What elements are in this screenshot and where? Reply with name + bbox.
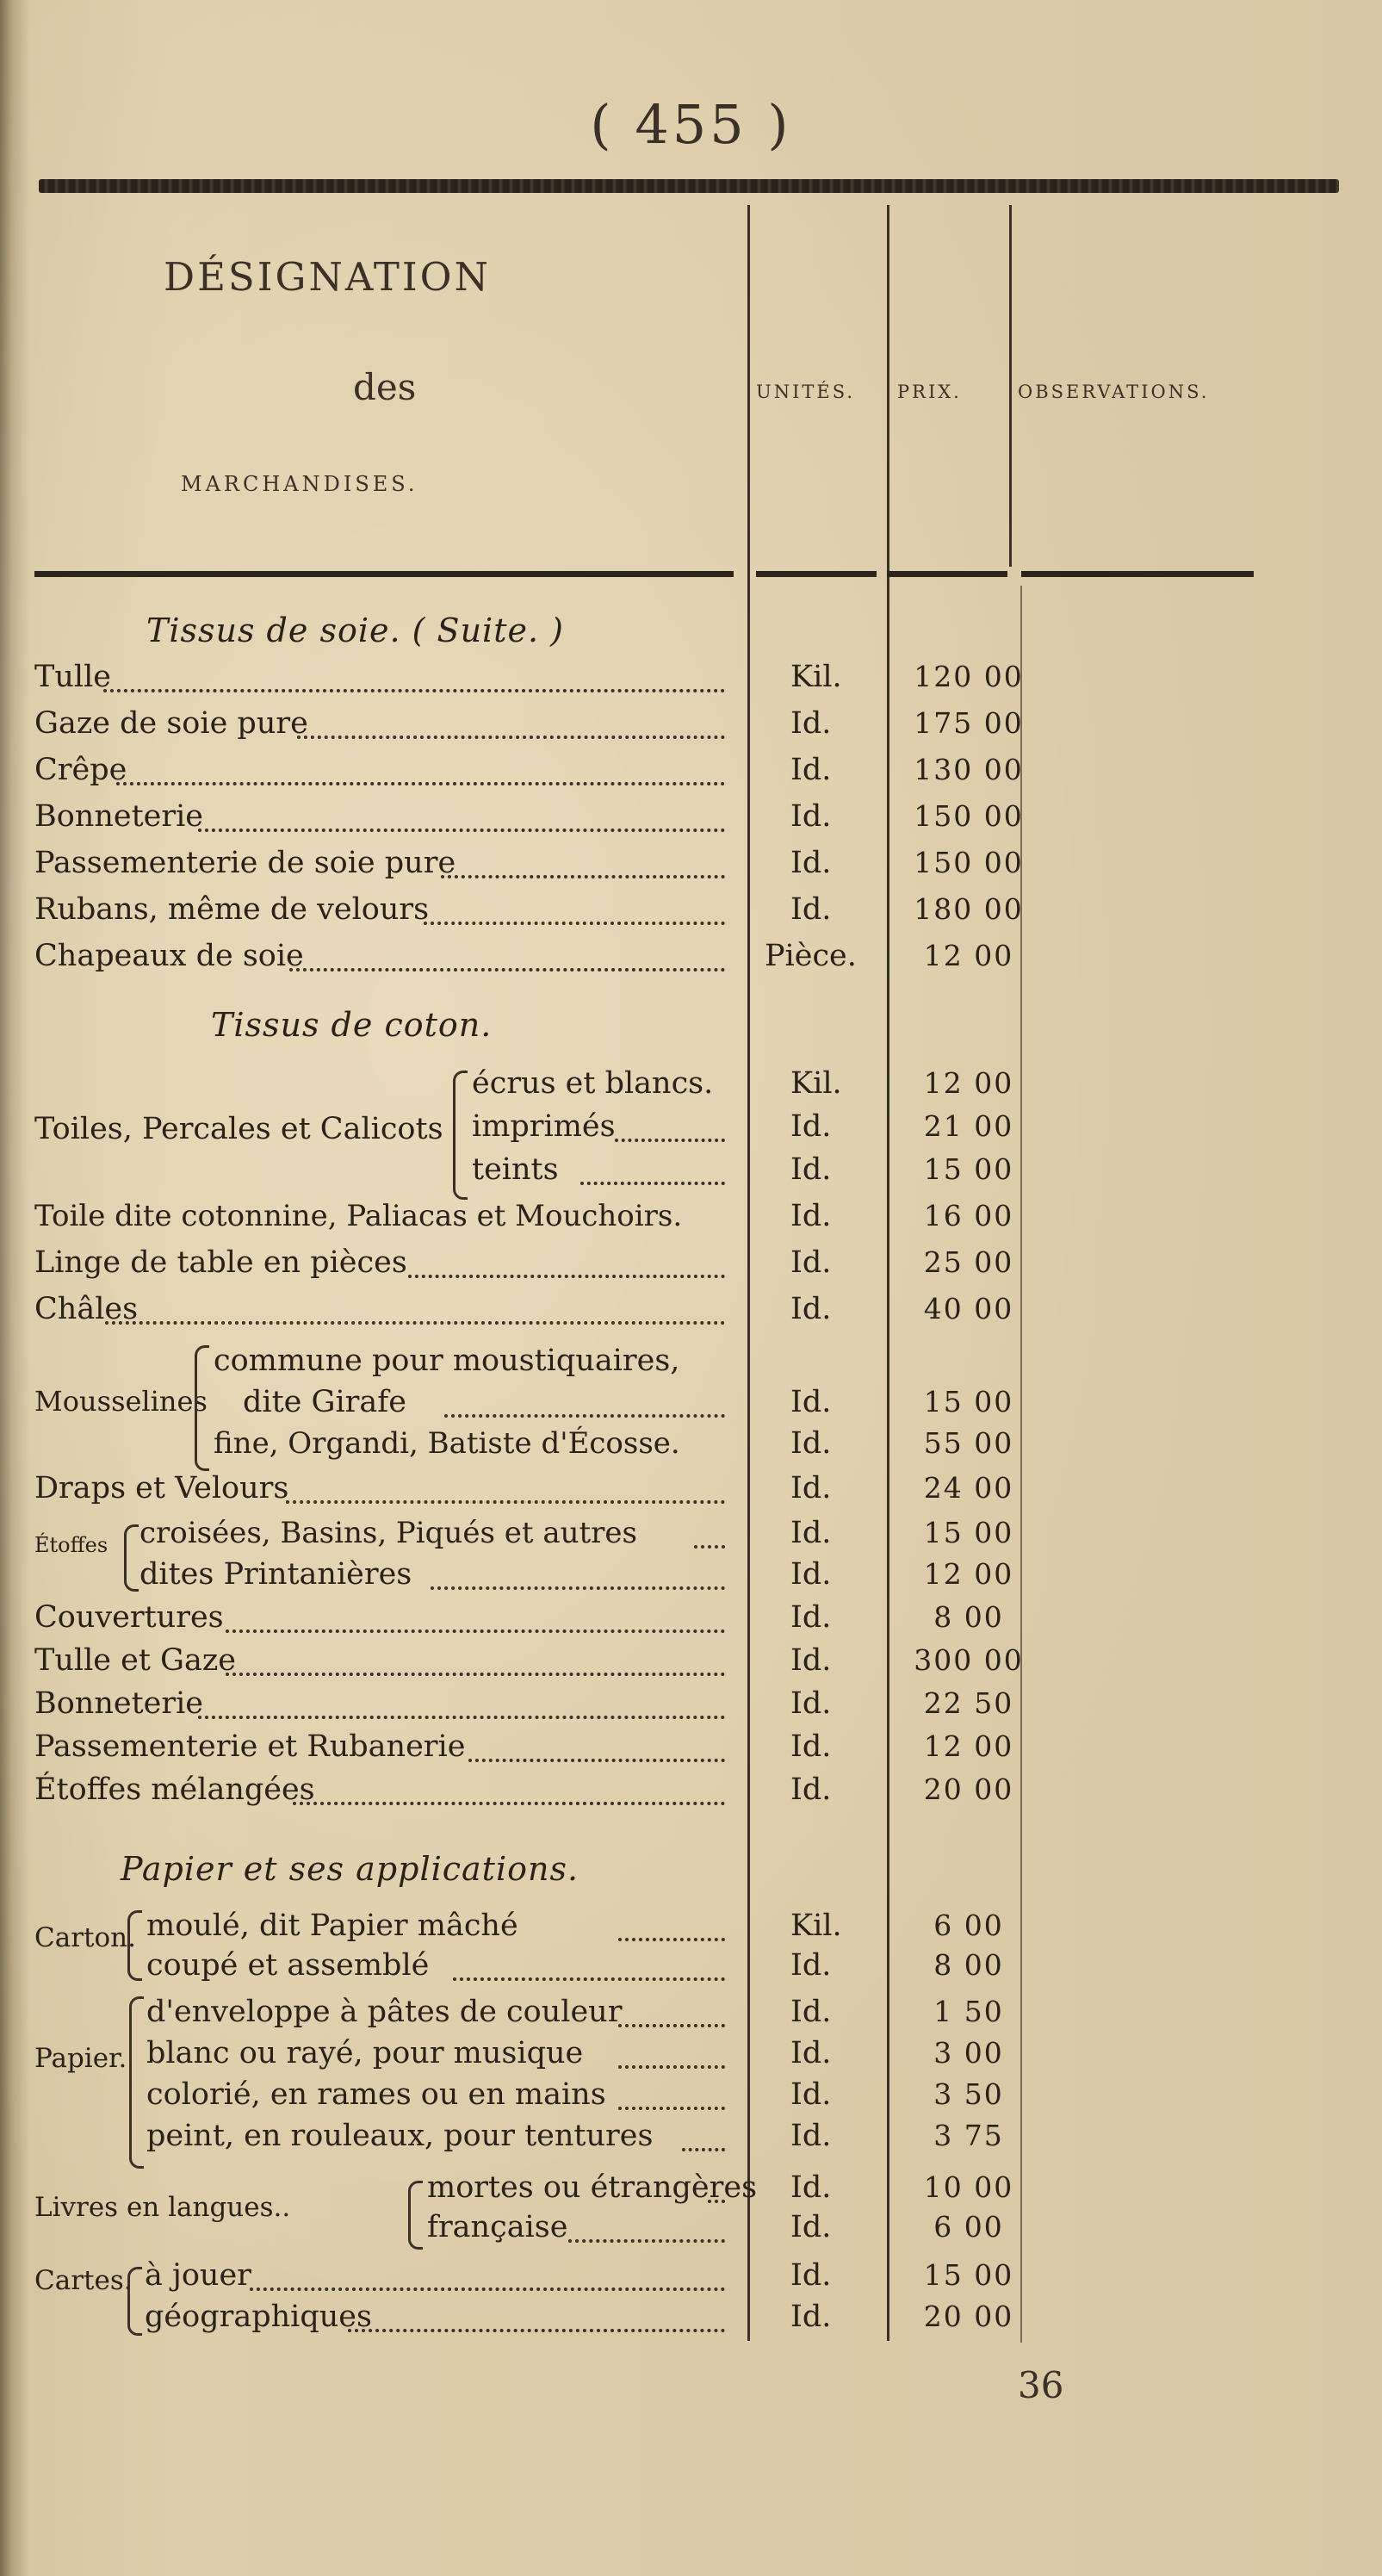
row-unit: Id. xyxy=(790,1385,832,1419)
row-price: 12 00 xyxy=(923,939,1014,972)
designation-merchandise: MARCHANDISES. xyxy=(181,472,418,496)
row-unit: Id. xyxy=(790,1557,832,1592)
row-label: mortes ou étrangères xyxy=(427,2170,758,2205)
section-title-silk: Tissus de soie. ( Suite. ) xyxy=(146,611,564,649)
table-row xyxy=(0,1066,1382,1109)
row-unit: Id. xyxy=(790,1772,832,1807)
table-row xyxy=(0,660,1382,703)
leader-dots xyxy=(116,782,725,785)
row-label: dites Printanières xyxy=(139,1557,412,1592)
group-label-livres: Livres en langues.. xyxy=(34,2192,291,2223)
row-label: géographiques xyxy=(145,2300,372,2334)
group-label-papier: Papier. xyxy=(34,2043,127,2074)
leader-dots xyxy=(453,1977,725,1981)
column-header-units: UNITÉS. xyxy=(756,382,856,402)
leader-dots xyxy=(618,2065,725,2069)
section-title-cotton: Tissus de coton. xyxy=(211,1006,493,1044)
row-unit: Id. xyxy=(790,2300,832,2334)
row-price: 180 00 xyxy=(914,892,1024,926)
group-label-etoffes: Étoffes xyxy=(34,1533,108,1557)
row-price: 21 00 xyxy=(923,1109,1014,1143)
header-rule xyxy=(34,571,734,577)
row-label: dite Girafe xyxy=(243,1385,406,1419)
header-rule xyxy=(756,571,877,577)
table-row xyxy=(0,753,1382,796)
table-row xyxy=(0,1729,1382,1772)
leader-dots xyxy=(615,1139,725,1142)
row-label: teints xyxy=(472,1152,559,1187)
row-price: 130 00 xyxy=(914,753,1024,786)
row-unit: Id. xyxy=(790,846,832,880)
row-label: fine, Organdi, Batiste d'Écosse. xyxy=(214,1426,680,1461)
row-label: Draps et Velours xyxy=(34,1471,289,1505)
row-price: 12 00 xyxy=(923,1066,1014,1100)
column-header-observations: OBSERVATIONS. xyxy=(1018,382,1210,402)
column-divider xyxy=(1009,205,1012,567)
table-row xyxy=(0,1772,1382,1816)
header-rule xyxy=(1021,571,1254,577)
row-unit: Id. xyxy=(790,1245,832,1280)
leader-dots xyxy=(444,1414,725,1418)
leader-dots xyxy=(708,2200,725,2203)
row-price: 10 00 xyxy=(923,2170,1014,2204)
row-unit: Id. xyxy=(790,1995,832,2029)
row-label: écrus et blancs. xyxy=(472,1066,714,1101)
row-unit: Id. xyxy=(790,2077,832,2112)
row-label: Bonneterie xyxy=(34,799,204,834)
page-number: ( 455 ) xyxy=(590,93,792,156)
leader-dots xyxy=(289,968,725,971)
leader-dots xyxy=(431,1586,725,1590)
row-price: 150 00 xyxy=(914,846,1024,879)
row-price: 24 00 xyxy=(923,1471,1014,1505)
row-label: Couvertures xyxy=(34,1600,224,1635)
row-label: Bonneterie xyxy=(34,1686,204,1721)
row-price: 8 00 xyxy=(933,1600,1004,1634)
row-label: croisées, Basins, Piqués et autres xyxy=(139,1516,637,1550)
table-row xyxy=(0,1426,1382,1469)
section-title-paper: Papier et ses applications. xyxy=(121,1850,579,1888)
table-row xyxy=(0,1643,1382,1686)
row-price: 3 00 xyxy=(933,2036,1004,2070)
table-row xyxy=(0,2036,1382,2079)
leader-dots xyxy=(694,1545,725,1549)
leader-dots xyxy=(105,1321,725,1325)
leader-dots xyxy=(424,922,725,925)
group-label-cartes: Cartes. xyxy=(34,2265,133,2296)
table-row xyxy=(0,2077,1382,2120)
row-label: Tulle xyxy=(34,660,111,694)
table-row xyxy=(0,1909,1382,1952)
designation-des: des xyxy=(353,366,417,408)
row-price: 12 00 xyxy=(923,1557,1014,1591)
row-unit: Id. xyxy=(790,2170,832,2205)
table-row xyxy=(0,2258,1382,2301)
row-unit: Kil. xyxy=(790,1909,842,1943)
row-price: 15 00 xyxy=(923,1385,1014,1418)
leader-dots xyxy=(348,2329,725,2332)
table-row xyxy=(0,1557,1382,1600)
table-row xyxy=(0,2300,1382,2343)
table-row xyxy=(0,2210,1382,2253)
group-label-toiles: Toiles, Percales et Calicots xyxy=(34,1112,443,1146)
leader-dots xyxy=(297,736,725,739)
row-label: Toile dite cotonnine, Paliacas et Mouchoirs. xyxy=(34,1199,683,1233)
table-row xyxy=(0,1385,1382,1428)
row-label: Rubans, même de velours xyxy=(34,892,430,927)
row-label: Tulle et Gaze xyxy=(34,1643,236,1678)
row-price: 20 00 xyxy=(923,1772,1014,1806)
table-row xyxy=(0,846,1382,889)
leader-dots xyxy=(580,1182,725,1185)
row-price: 12 00 xyxy=(923,1729,1014,1763)
row-price: 15 00 xyxy=(923,1516,1014,1549)
row-unit: Id. xyxy=(790,753,832,787)
table-row xyxy=(0,892,1382,935)
row-unit: Kil. xyxy=(790,1066,842,1101)
row-unit: Id. xyxy=(790,892,832,927)
table-row xyxy=(0,799,1382,842)
table-row xyxy=(0,1152,1382,1195)
row-price: 120 00 xyxy=(914,660,1024,693)
row-label: commune pour moustiquaires, xyxy=(214,1344,680,1378)
leader-dots xyxy=(441,875,725,878)
row-unit: Id. xyxy=(790,706,832,741)
row-price: 15 00 xyxy=(923,2258,1014,2292)
row-label: française xyxy=(427,2210,568,2244)
row-label: moulé, dit Papier mâché xyxy=(146,1909,518,1943)
row-price: 55 00 xyxy=(923,1426,1014,1460)
row-label: Passementerie et Rubanerie xyxy=(34,1729,466,1764)
row-unit: Id. xyxy=(790,1686,832,1721)
row-unit: Id. xyxy=(790,1643,832,1678)
row-label: blanc ou rayé, pour musique xyxy=(146,2036,584,2070)
row-unit: Id. xyxy=(790,2210,832,2244)
table-row xyxy=(0,1471,1382,1514)
row-unit: Id. xyxy=(790,1292,832,1326)
row-unit: Id. xyxy=(790,1471,832,1505)
table-row xyxy=(0,1516,1382,1559)
leader-dots xyxy=(408,1275,725,1278)
leader-dots xyxy=(618,2024,725,2027)
row-unit: Kil. xyxy=(790,660,842,694)
row-price: 15 00 xyxy=(923,1152,1014,1186)
row-unit: Id. xyxy=(790,1948,832,1983)
table-row xyxy=(0,1600,1382,1643)
row-price: 6 00 xyxy=(933,2210,1004,2244)
row-price: 25 00 xyxy=(923,1245,1014,1279)
leader-dots xyxy=(468,1759,725,1762)
row-label: Linge de table en pièces xyxy=(34,1245,407,1280)
leader-dots xyxy=(198,1716,725,1719)
row-unit: Id. xyxy=(790,1109,832,1144)
table-row xyxy=(0,1109,1382,1152)
top-rule xyxy=(39,179,1339,193)
row-price: 175 00 xyxy=(914,706,1024,740)
row-unit: Id. xyxy=(790,2119,832,2153)
table-row xyxy=(0,2170,1382,2213)
row-label: Passementerie de soie pure xyxy=(34,846,456,880)
row-label: colorié, en rames ou en mains xyxy=(146,2077,606,2112)
leader-dots xyxy=(226,1673,725,1676)
leader-dots xyxy=(293,1802,725,1805)
row-unit: Id. xyxy=(790,799,832,834)
leader-dots xyxy=(198,829,725,832)
row-price: 150 00 xyxy=(914,799,1024,833)
row-price: 1 50 xyxy=(933,1995,1004,2028)
leader-dots xyxy=(250,2287,725,2291)
row-unit: Id. xyxy=(790,1729,832,1764)
row-unit: Id. xyxy=(790,1152,832,1187)
designation-heading: DÉSIGNATION xyxy=(164,254,491,300)
row-label: peint, en rouleaux, pour tentures xyxy=(146,2119,654,2153)
row-price: 6 00 xyxy=(933,1909,1004,1942)
column-header-price: PRIX. xyxy=(897,382,962,402)
table-row xyxy=(0,1245,1382,1288)
row-unit: Id. xyxy=(790,2036,832,2070)
leader-dots xyxy=(286,1500,725,1504)
table-row xyxy=(0,2119,1382,2162)
leader-dots xyxy=(618,1938,725,1941)
leader-dots xyxy=(226,1629,725,1633)
row-label: imprimés xyxy=(472,1109,616,1144)
row-label: coupé et assemblé xyxy=(146,1948,430,1983)
leader-dots xyxy=(682,2148,725,2151)
row-label: Gaze de soie pure xyxy=(34,706,308,741)
table-row xyxy=(0,939,1382,982)
row-unit: Id. xyxy=(790,1600,832,1635)
row-price: 300 00 xyxy=(914,1643,1024,1677)
leader-dots xyxy=(618,2107,725,2110)
row-price: 20 00 xyxy=(923,2300,1014,2333)
row-unit: Id. xyxy=(790,1516,832,1550)
signature-mark: 36 xyxy=(1018,2364,1064,2406)
row-unit: Id. xyxy=(790,1426,832,1461)
table-row xyxy=(0,1199,1382,1242)
row-price: 3 75 xyxy=(933,2119,1004,2152)
row-unit: Pièce. xyxy=(765,939,857,973)
row-label: Châles xyxy=(34,1292,139,1326)
row-price: 22 50 xyxy=(923,1686,1014,1720)
leader-dots xyxy=(568,2239,725,2243)
row-label: à jouer xyxy=(145,2258,251,2293)
table-row xyxy=(0,1344,1382,1387)
row-price: 3 50 xyxy=(933,2077,1004,2111)
leader-dots xyxy=(103,689,725,692)
table-row xyxy=(0,1292,1382,1335)
row-label: Crêpe xyxy=(34,753,127,787)
row-unit: Id. xyxy=(790,2258,832,2293)
row-label: Chapeaux de soie xyxy=(34,939,304,973)
table-row xyxy=(0,1948,1382,1991)
header-rule xyxy=(887,571,1007,577)
row-unit: Id. xyxy=(790,1199,832,1233)
row-label: Étoffes mélangées xyxy=(34,1772,315,1807)
row-price: 8 00 xyxy=(933,1948,1004,1982)
row-price: 40 00 xyxy=(923,1292,1014,1325)
row-price: 16 00 xyxy=(923,1199,1014,1232)
group-label-mousselines: Mousselines xyxy=(34,1385,208,1418)
group-label-carton: Carton. xyxy=(34,1922,136,1953)
table-row xyxy=(0,706,1382,749)
table-row xyxy=(0,1686,1382,1729)
table-row xyxy=(0,1995,1382,2038)
row-label: d'enveloppe à pâtes de couleur xyxy=(146,1995,623,2029)
